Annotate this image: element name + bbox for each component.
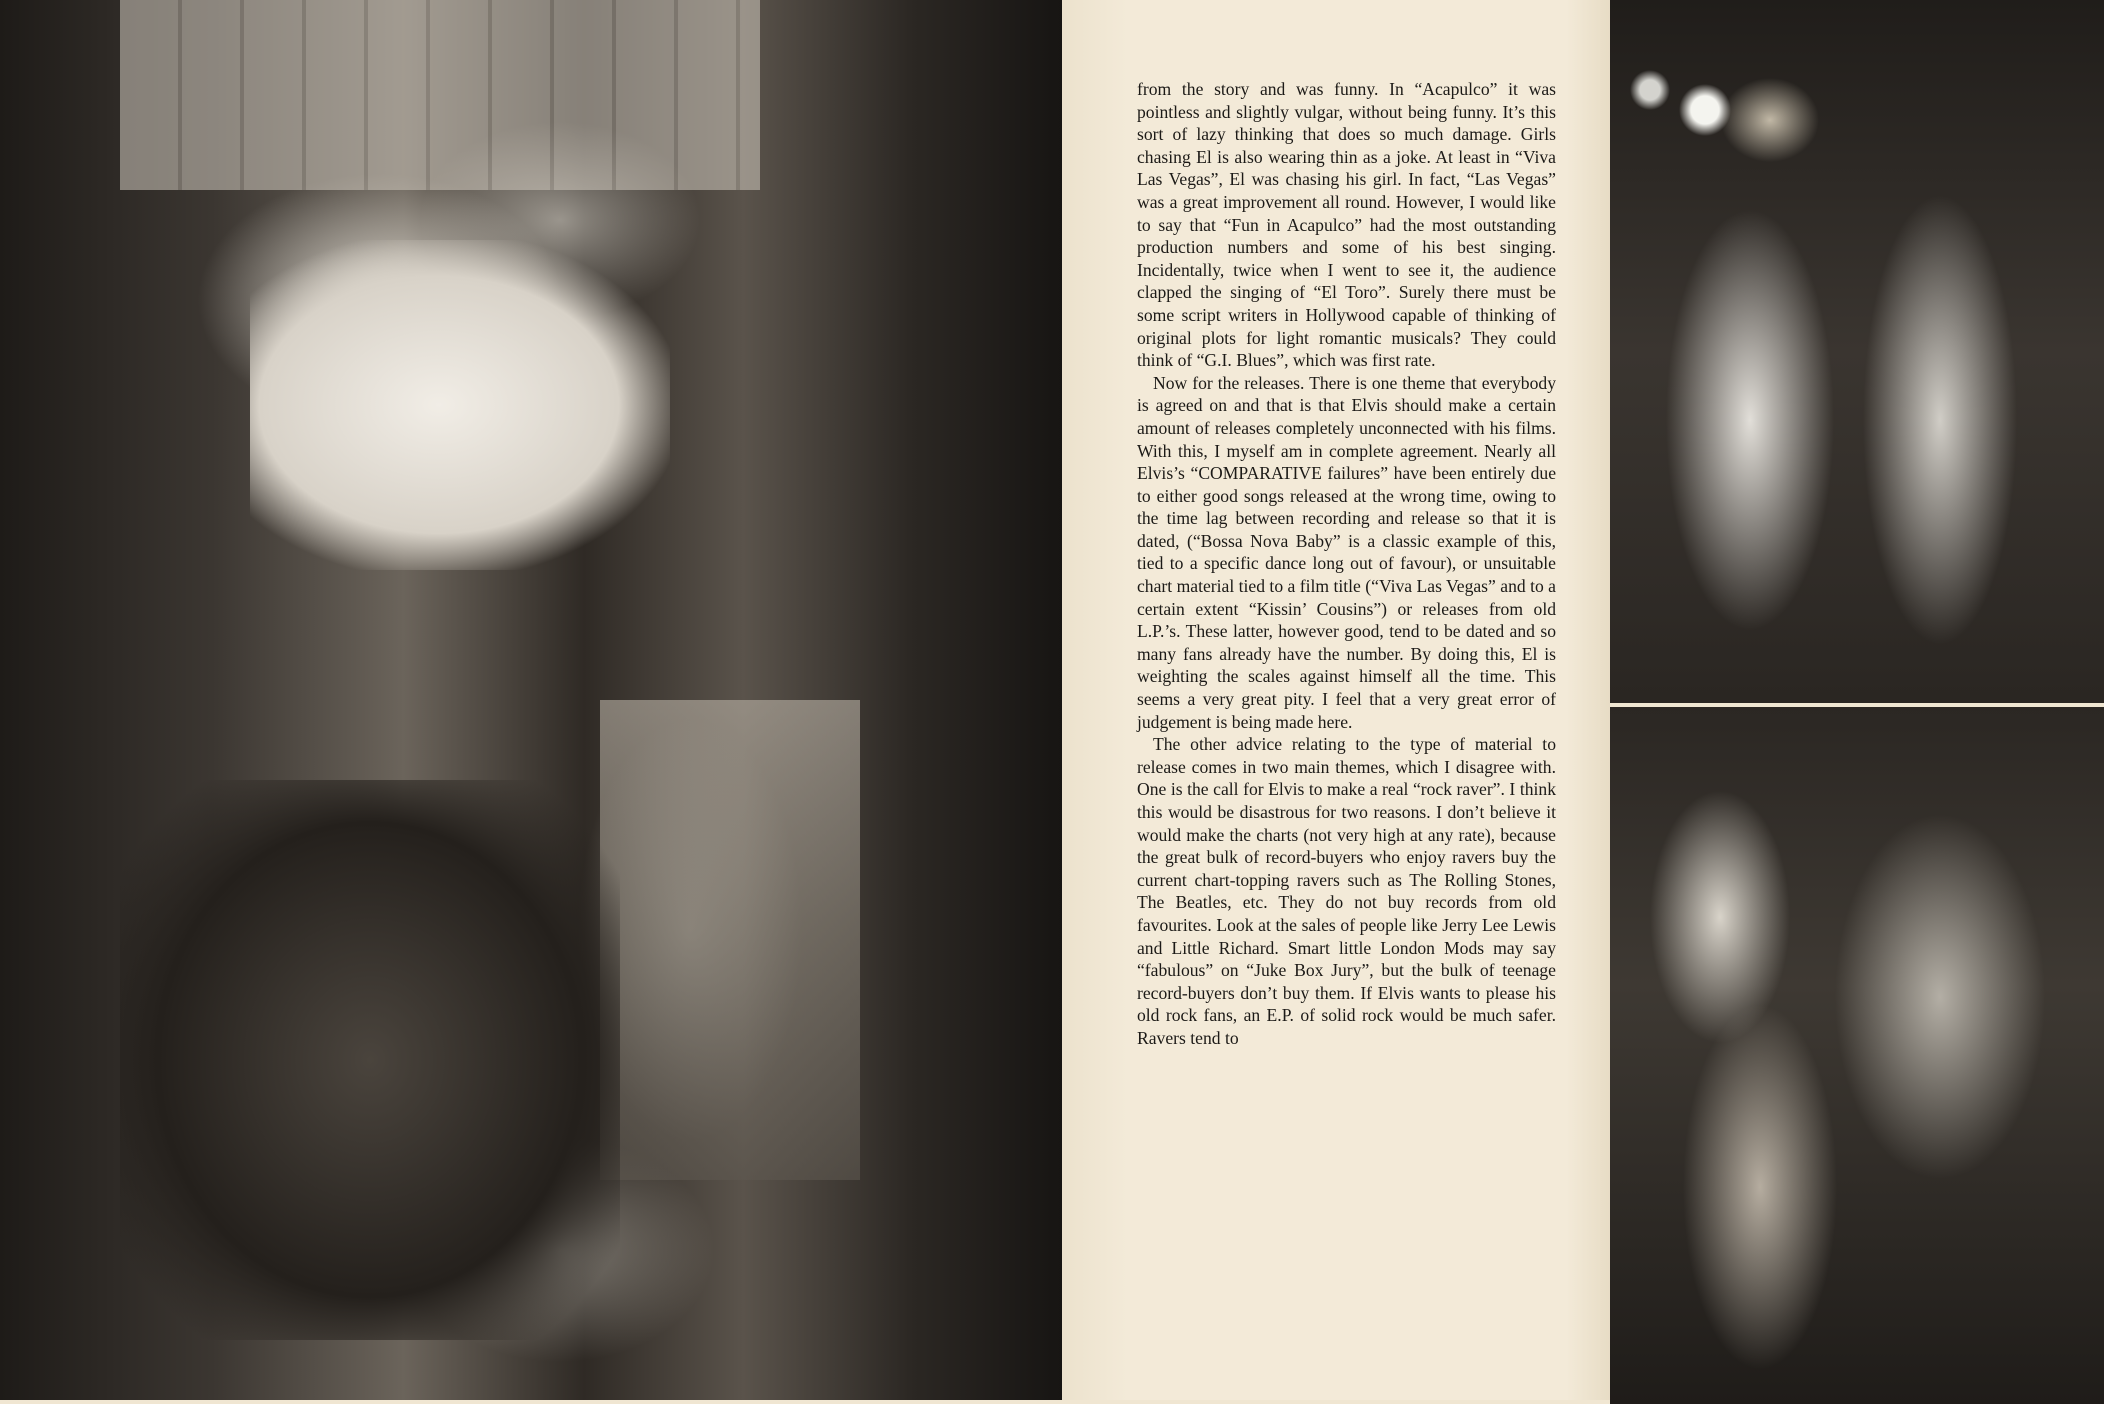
photo-figure-dark-costume <box>120 780 620 1340</box>
article-paragraph: from the story and was funny. In “Acapulco” it was pointless and slightly vulgar, without being funny. It’s this sort of lazy thinking that does so much damage. Girls chasing El is also wearing thin as a joke. At least in “Viva Las Vegas”, El was chasing his girl. In fact, “Las Vegas” was a great improvement all round. However, I would like to say that “Fun in Acapulco” had the most outstanding production numbers and some of his best singing. Incidentally, twice when I went to see it, the audience clapped the singing of “El Toro”. Surely there must be some script writers in Hollywood capable of thinking of original plots for light romantic musicals? They could think of “G.I. Blues”, which was first rate. <box>1137 79 1556 371</box>
photo-dancing-couple <box>1610 0 2104 703</box>
article-paragraph: The other advice relating to the type of material to release comes in two main themes, which I disagree with. One is the call for Elvis to make a real “rock raver”. I think this would be disastrous for two reasons. I don’t believe it would make the charts (not very high at any rate), because the great bulk of record-buyers who enjoy ravers buy the current chart-topping ravers such as The Rolling Stones, The Beatles, etc. They do not buy records from old favourites. Look at the sales of people like Jerry Lee Lewis and Little Richard. Smart little London Mods may say “fabulous” on “Juke Box Jury”, but the bulk of teenage record-buyers don’t buy them. If Elvis wants to please his old rock fans, an E.P. of solid rock would be much safer. Ravers tend to <box>1137 734 1556 1048</box>
photo-figure-white-jacket <box>250 240 670 570</box>
photo-seated-couple <box>1610 703 2104 1404</box>
article-paragraph: Now for the releases. There is one theme that everybody is agreed on and that is that Elvis should make a certain amount of releases completely unconnected with his films. With this, I myself am in complete agreement. Nearly all Elvis’s “COMPARATIVE failures” have been entirely due to either good songs released at the wrong time, owing to the time lag between recording and release so that it is dated, (“Bossa Nova Baby” is a classic example of this, tied to a specific dance long out of favour), or unsuitable chart material tied to a film title (“Viva Las Vegas” and to a certain extent “Kissin’ Cousins”) or releases from old L.P.’s. These latter, however good, tend to be dated and so many fans already have the number. By doing this, El is weighting the scales against himself all the time. This seems a very great pity. I feel that a very great error of judgement is being made here. <box>1137 372 1556 732</box>
photo-drape <box>600 700 860 1180</box>
photo-backdrop-wall <box>120 0 760 190</box>
article-text <box>1137 78 1556 1050</box>
